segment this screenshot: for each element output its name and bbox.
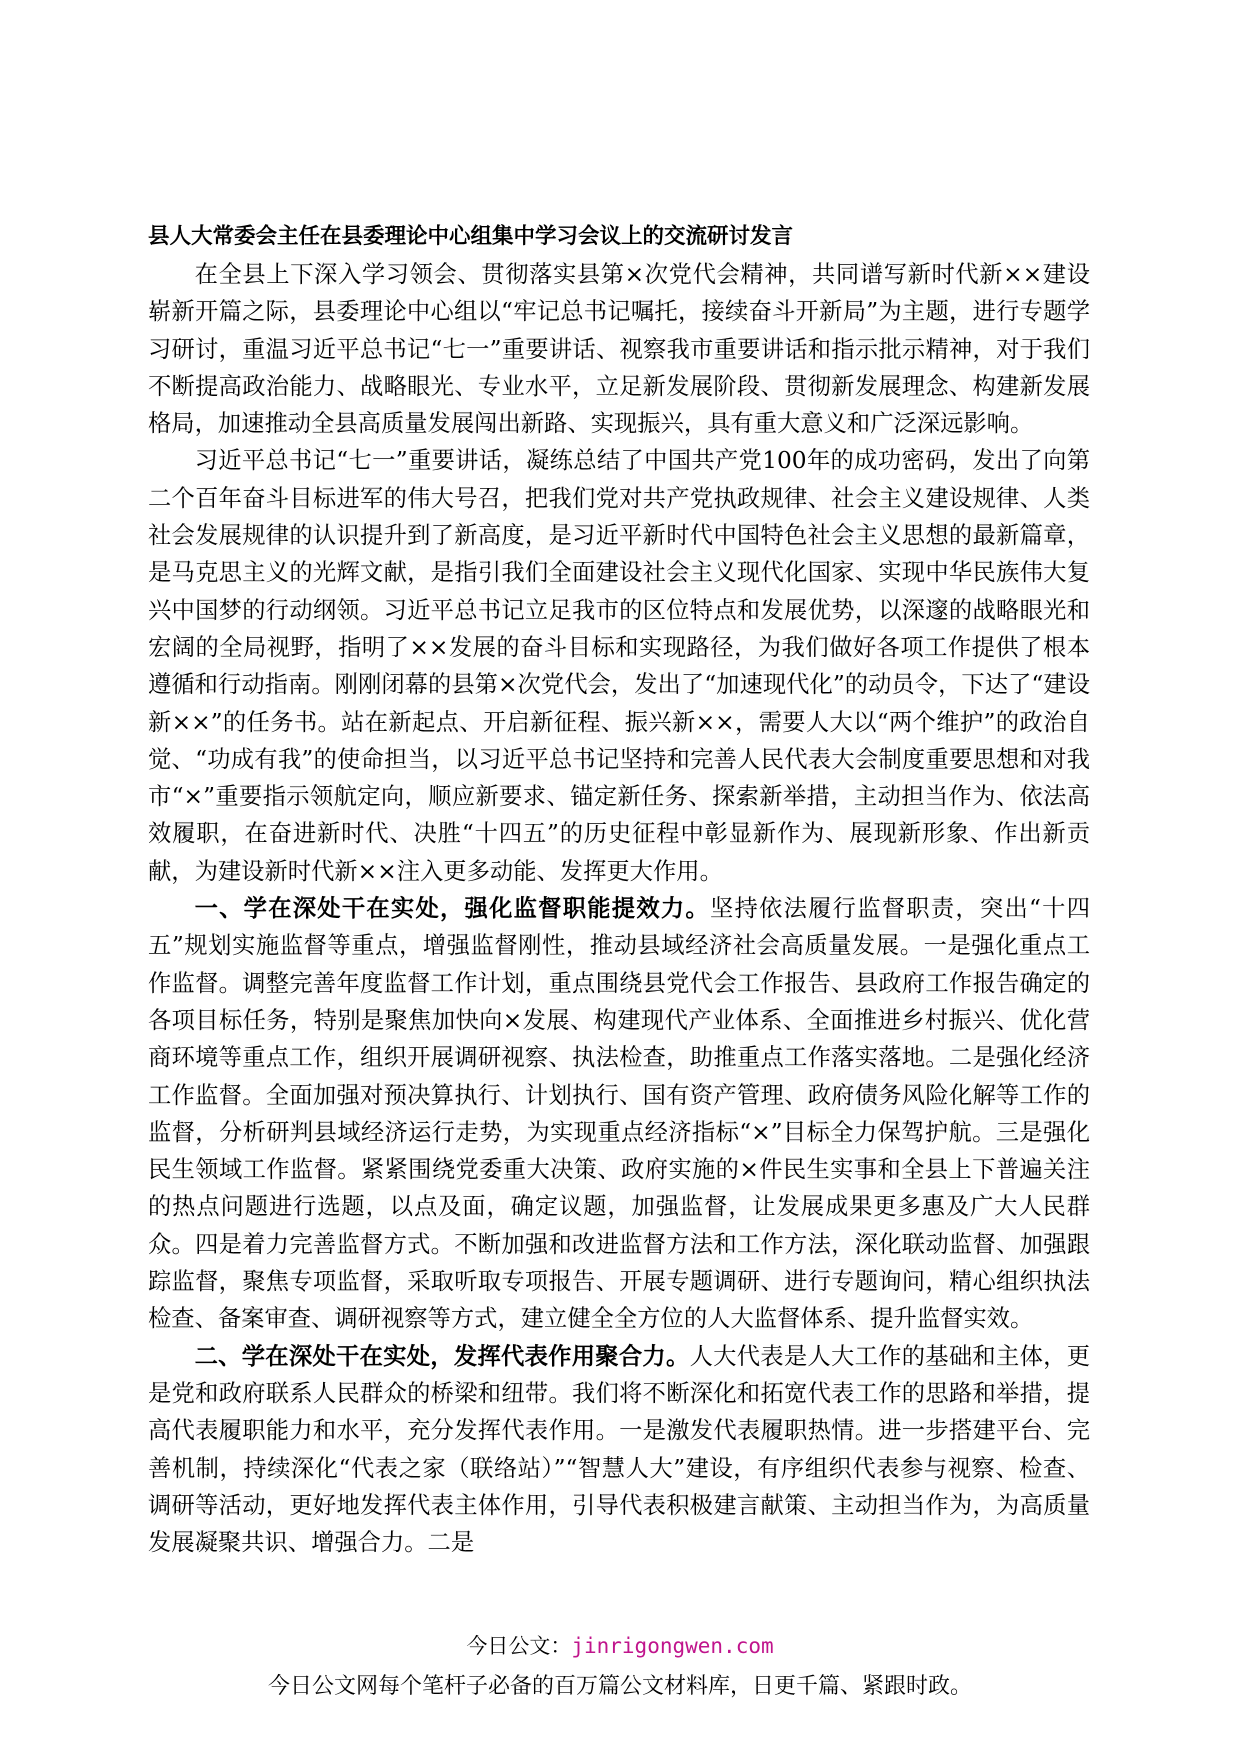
paragraph-section-two — [148, 1338, 1090, 1562]
footer-tagline: 今日公文网每个笔杆子必备的百万篇公文材料库，日更千篇、紧跟时政。 — [267, 1674, 972, 1699]
paragraph-speech-significance — [148, 442, 1090, 890]
paragraph-text: 人大代表是人大工作的基础和主体，更是党和政府联系人民群众的桥梁和纽带。我们将不断深化和拓宽代表工作的思路和举措，提高代表履职能力和水平，充分发挥代表作用。一是激发代表履职热情。进一步搭建平台、完善机制，持续深化“代表之家（联络站）”“智慧人大”建设，有序组织代表参与视察、检查、调研等活动，更好地发挥代表主体作用，引导代表积极建言献策、主动担当作为，为高质量发展凝聚共识、增强合力。二是 — [148, 1342, 1091, 1557]
paragraph-text: 习近平总书记“七一”重要讲话，凝练总结了中国共产党100年的成功密码，发出了向第二个百年奋斗目标进军的伟大号召，把我们党对共产党执政规律、社会主义建设规律、人类社会发展规律的认识提升到了新高度，是习近平新时代中国特色社会主义思想的最新篇章，是马克思主义的光辉文献，是指引我们全面建设社会主义现代化国家、实现中华民族伟大复兴中国梦的行动纲领。习近平总书记立足我市的区位特点和发展优势，以深邃的战略眼光和宏阔的全局视野，指明了××发展的奋斗目标和实现路径，为我们做好各项工作提供了根本遵循和行动指南。刚刚闭幕的县第×次党代会，发出了“加速现代化”的动员令，下达了“建设新××”的任务书。站在新起点、开启新征程、振兴新××，需要人大以“两个维护”的政治自觉、“功成有我”的使命担当，以习近平总书记坚持和完善人民代表大会制度重要思想和对我市“×”重要指示领航定向，顺应新要求、锚定新任务、探索新举措，主动担当作为、依法高效履职，在奋进新时代、决胜“十四五”的历史征程中彰显新作为、展现新形象、作出新贡献，为建设新时代新××注入更多动能、发挥更大作用。 — [148, 447, 1090, 885]
document-body — [148, 218, 1090, 1561]
section-heading: 二、学在深处干在实处，发挥代表作用聚合力。 — [194, 1342, 690, 1370]
section-heading: 一、学在深处干在实处，强化监督职能提效力。 — [194, 895, 710, 923]
paragraph-text: 在全县上下深入学习领会、贯彻落实县第×次党代会精神，共同谱写新时代新××建设崭新开篇之际，县委理论中心组以“牢记总书记嘱托，接续奋斗开新局”为主题，进行专题学习研讨，重温习近平总书记“七一”重要讲话、视察我市重要讲话和指示批示精神，对于我们不断提高政治能力、战略眼光、专业水平，立足新发展阶段、贯彻新发展理念、构建新发展格局，加速推动全县高质量发展闯出新路、实现振兴，具有重大意义和广泛深远影响。 — [148, 261, 1090, 438]
footer-site-label: 今日公文： — [466, 1634, 572, 1658]
document-title: 县人大常委会主任在县委理论中心组集中学习会议上的交流研讨发言 — [148, 224, 794, 249]
paragraph-section-one — [148, 890, 1090, 1338]
paragraph-intro — [148, 256, 1090, 442]
footer-site-line — [0, 1630, 1240, 1660]
paragraph-text: 坚持依法履行监督职责，突出“十四五”规划实施监督等重点，增强监督刚性，推动县域经济社会高质量发展。一是强化重点工作监督。调整完善年度监督工作计划，重点围绕县党代会工作报告、县政府工作报告确定的各项目标任务，特别是聚焦加快向×发展、构建现代产业体系、全面推进乡村振兴、优化营商环境等重点工作，组织开展调研视察、执法检查，助推重点工作落实落地。二是强化经济工作监督。全面加强对预决算执行、计划执行、国有资产管理、政府债务风险化解等工作的监督，分析研判县域经济运行走势，为实现重点经济指标“×”目标全力保驾护航。三是强化民生领域工作监督。紧紧围绕党委重大决策、政府实施的×件民生实事和全县上下普遍关注的热点问题进行选题，以点及面，确定议题，加强监督，让发展成果更多惠及广大人民群众。四是着力完善监督方式。不断加强和改进监督方法和工作方法，深化联动监督、加强跟踪监督，聚焦专项监督，采取听取专项报告、开展专题调研、进行专题询问，精心组织执法检查、备案审查、调研视察等方式，建立健全全方位的人大监督体系、提升监督实效。 — [148, 895, 1090, 1333]
footer-site-link[interactable]: jinrigongwen.com — [571, 1634, 774, 1658]
